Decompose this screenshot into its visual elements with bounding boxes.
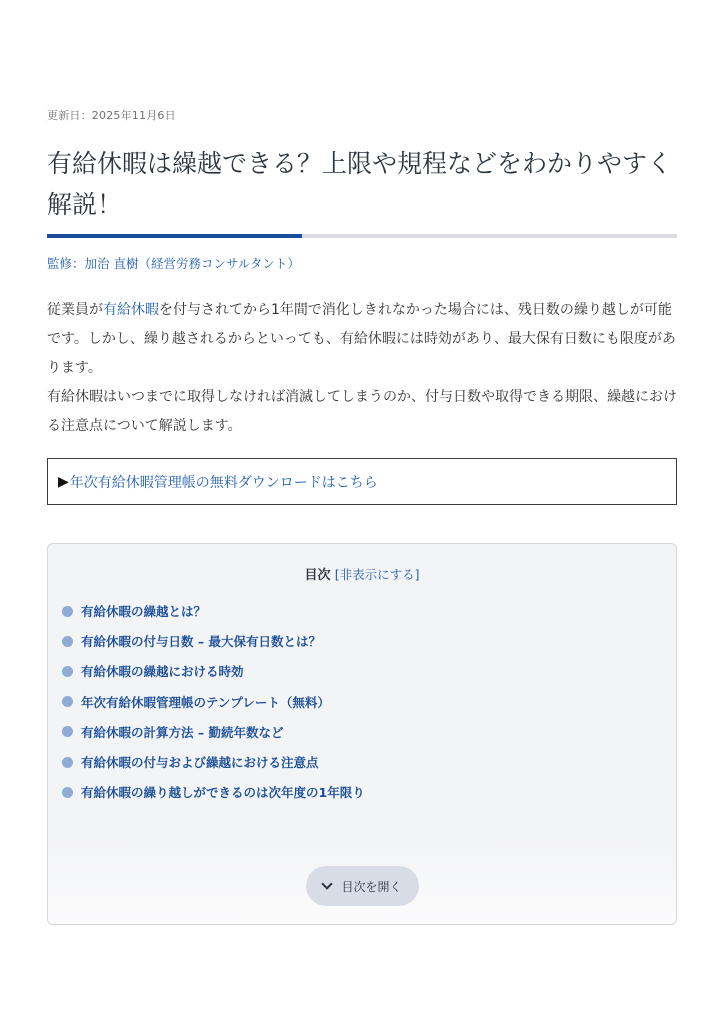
bullet-dot-icon (62, 757, 73, 768)
toc-link[interactable]: 有給休暇の繰越における時効 (81, 664, 244, 680)
page-title: 有給休暇は繰越できる？上限や規程などをわかりやすく解説！ (47, 149, 673, 219)
toc-open-button[interactable] (306, 866, 419, 906)
title-underline (47, 234, 677, 238)
toc-link[interactable]: 有給休暇の繰越とは？ (81, 604, 207, 620)
toc-title: 目次 (304, 568, 331, 583)
bullet-dot-icon (62, 787, 73, 798)
toc-link[interactable]: 有給休暇の繰り越しができるのは次年度の1年限り (81, 785, 365, 801)
toc-item[interactable] (62, 656, 365, 686)
supervisor-credit: 監修：加治 直樹（経営労務コンサルタント） (47, 256, 300, 271)
play-arrow-icon: ▶ (58, 473, 69, 490)
bullet-dot-icon (62, 606, 73, 617)
title-underline-accent (47, 234, 302, 238)
toc-item[interactable] (62, 626, 365, 656)
toc-header (48, 564, 676, 583)
intro-text (47, 296, 679, 441)
updated-date: 更新日：2025年11月6日 (47, 109, 176, 122)
toc-link[interactable]: 有給休暇の付与および繰越における注意点 (81, 755, 319, 771)
toc-link[interactable]: 年次有給休暇管理帳のテンプレート（無料） (81, 694, 330, 710)
toc-list (62, 596, 365, 807)
download-link[interactable]: 年次有給休暇管理帳の無料ダウンロードはこちら (69, 474, 378, 491)
intro-paragraph-2: 有給休暇はいつまでに取得しなければ消滅してしまうのか、付与日数や取得できる期限、繰越における注意点について解説します。 (47, 389, 677, 434)
bullet-dot-icon (62, 666, 73, 677)
table-of-contents (47, 543, 677, 925)
toc-item[interactable] (62, 747, 365, 777)
toc-link[interactable]: 有給休暇の計算方法 – 勤続年数など (81, 724, 284, 740)
paid-leave-link[interactable]: 有給休暇 (103, 302, 159, 318)
toc-item[interactable] (62, 717, 365, 747)
toc-hide-toggle[interactable]: [非表示にする] (334, 567, 420, 582)
toc-item[interactable] (62, 596, 365, 626)
chevron-down-icon (322, 878, 333, 889)
bullet-dot-icon (62, 726, 73, 737)
intro-text-after-link: を付与されてから1年間で消化しきれなかった場合には、残日数の繰り越しが可能です。しかし、繰り越されるからといっても、有給休暇には時効があり、最大保有日数にも限度があります。 (47, 302, 676, 376)
bullet-dot-icon (62, 636, 73, 647)
intro-paragraph-1 (47, 296, 679, 383)
toc-link[interactable]: 有給休暇の付与日数 – 最大保有日数とは？ (81, 634, 321, 650)
toc-item[interactable] (62, 777, 365, 807)
bullet-dot-icon (62, 696, 73, 707)
toc-open-button-label: 目次を開く (341, 879, 402, 894)
intro-text-before-link: 従業員が (47, 302, 103, 318)
toc-item[interactable] (62, 687, 365, 717)
download-banner[interactable] (47, 458, 677, 505)
